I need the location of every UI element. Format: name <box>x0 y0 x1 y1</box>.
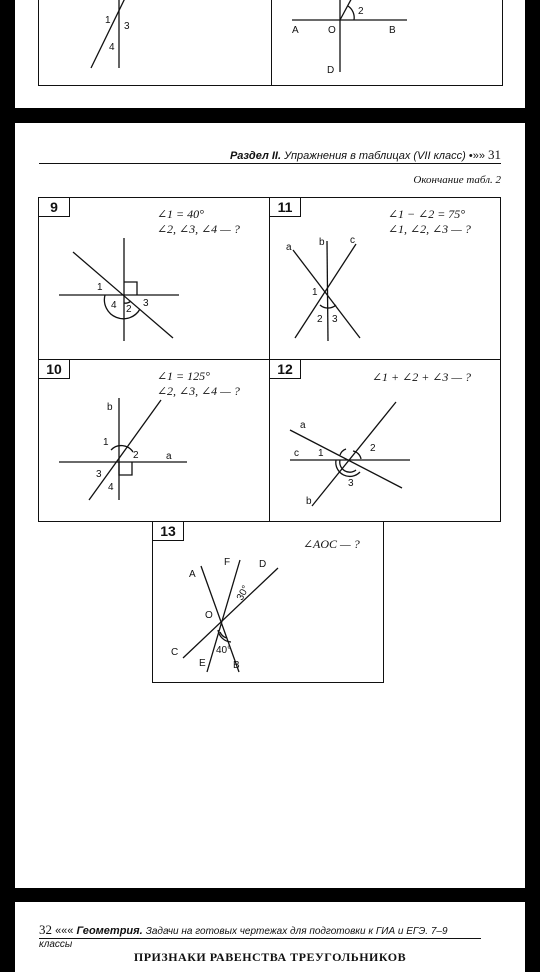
label-angle-40: 40° <box>216 645 232 656</box>
condition-question: ∠AOC — ? <box>303 537 360 551</box>
condition-question: ∠1, ∠2, ∠3 — ? <box>388 222 471 236</box>
label-4: 4 <box>108 482 114 493</box>
diagram-task-9 <box>39 198 271 361</box>
label-2: 2 <box>358 6 364 17</box>
label-b: b <box>319 237 325 248</box>
task-number: 9 <box>39 198 70 217</box>
task-9 <box>38 197 270 360</box>
condition-question: ∠1 + ∠2 + ∠3 — ? <box>372 370 472 384</box>
label-angle-30: 30° <box>234 583 252 603</box>
task-10 <box>38 359 270 522</box>
label-E: E <box>199 658 206 669</box>
label-4: 4 <box>109 42 115 53</box>
label-b: b <box>107 402 113 413</box>
label-3: 3 <box>348 478 354 489</box>
task-number: 12 <box>270 360 301 379</box>
footer-book-subtitle: Задачи на готовых чертежах для подготовки к ГИА и ЕГЭ. 7–9 классы <box>39 926 448 950</box>
label-2: 2 <box>133 450 139 461</box>
label-1: 1 <box>312 287 318 298</box>
label-3: 3 <box>332 314 338 325</box>
label-c: c <box>294 448 299 459</box>
diagram-task-10 <box>39 360 271 523</box>
diagram-task-13 <box>153 522 385 684</box>
page-footer <box>39 922 481 950</box>
label-a: a <box>166 451 172 462</box>
page-fragment-top <box>15 0 525 108</box>
label-2: 2 <box>317 314 323 325</box>
task-13 <box>152 521 384 683</box>
label-2: 2 <box>126 304 132 315</box>
footer-sep: ««« <box>55 925 74 937</box>
footer-book-title: Геометрия. <box>76 925 143 937</box>
chapter-title: ПРИЗНАКИ РАВЕНСТВА ТРЕУГОЛЬНИКОВ <box>133 950 407 964</box>
diagram-top-right <box>272 0 504 86</box>
label-B: B <box>389 25 396 36</box>
condition-given: ∠1 = 125° <box>157 369 210 383</box>
task-number: 11 <box>270 198 301 217</box>
diagram-task-12 <box>270 360 502 523</box>
task-number: 10 <box>39 360 70 379</box>
diagram-task-11 <box>270 198 502 361</box>
label-D: D <box>259 559 267 570</box>
label-a: a <box>300 420 306 431</box>
label-3: 3 <box>96 469 102 480</box>
label-A: A <box>292 25 299 36</box>
label-C: C <box>171 647 179 658</box>
label-F: F <box>224 557 231 568</box>
task-11 <box>269 197 501 360</box>
task-cell-right-top <box>271 0 503 86</box>
page-main <box>15 123 525 888</box>
page-header <box>39 147 501 164</box>
header-sep: •»» <box>468 150 485 162</box>
label-1: 1 <box>105 15 111 26</box>
task-cell-left-top <box>38 0 272 86</box>
label-a: a <box>286 242 292 253</box>
label-A: A <box>189 569 196 580</box>
label-2: 2 <box>370 443 376 454</box>
header-title: Упражнения в таблицах (VII класс) <box>284 150 466 162</box>
header-page-number: 31 <box>488 147 501 162</box>
label-4: 4 <box>111 300 117 311</box>
label-1: 1 <box>103 437 109 448</box>
task-number: 13 <box>153 522 184 541</box>
condition-question: ∠2, ∠3, ∠4 — ? <box>157 222 240 236</box>
condition-question: ∠2, ∠3, ∠4 — ? <box>157 384 240 398</box>
subheader: Окончание табл. 2 <box>413 174 501 186</box>
label-B: B <box>233 660 240 671</box>
footer-page-number: 32 <box>39 922 52 937</box>
label-c: c <box>350 235 355 246</box>
label-1: 1 <box>97 282 103 293</box>
condition-given: ∠1 − ∠2 = 75° <box>388 207 466 221</box>
label-3: 3 <box>124 21 130 32</box>
diagram-top-left <box>39 0 273 86</box>
task-12 <box>269 359 501 522</box>
label-O: O <box>328 25 336 36</box>
label-O: O <box>205 610 213 621</box>
label-D: D <box>327 65 335 76</box>
label-b: b <box>306 496 312 507</box>
label-1: 1 <box>318 448 324 459</box>
condition-given: ∠1 = 40° <box>157 207 204 221</box>
page-fragment-bottom <box>15 902 525 972</box>
header-section: Раздел II. <box>229 150 282 162</box>
label-3: 3 <box>143 298 149 309</box>
